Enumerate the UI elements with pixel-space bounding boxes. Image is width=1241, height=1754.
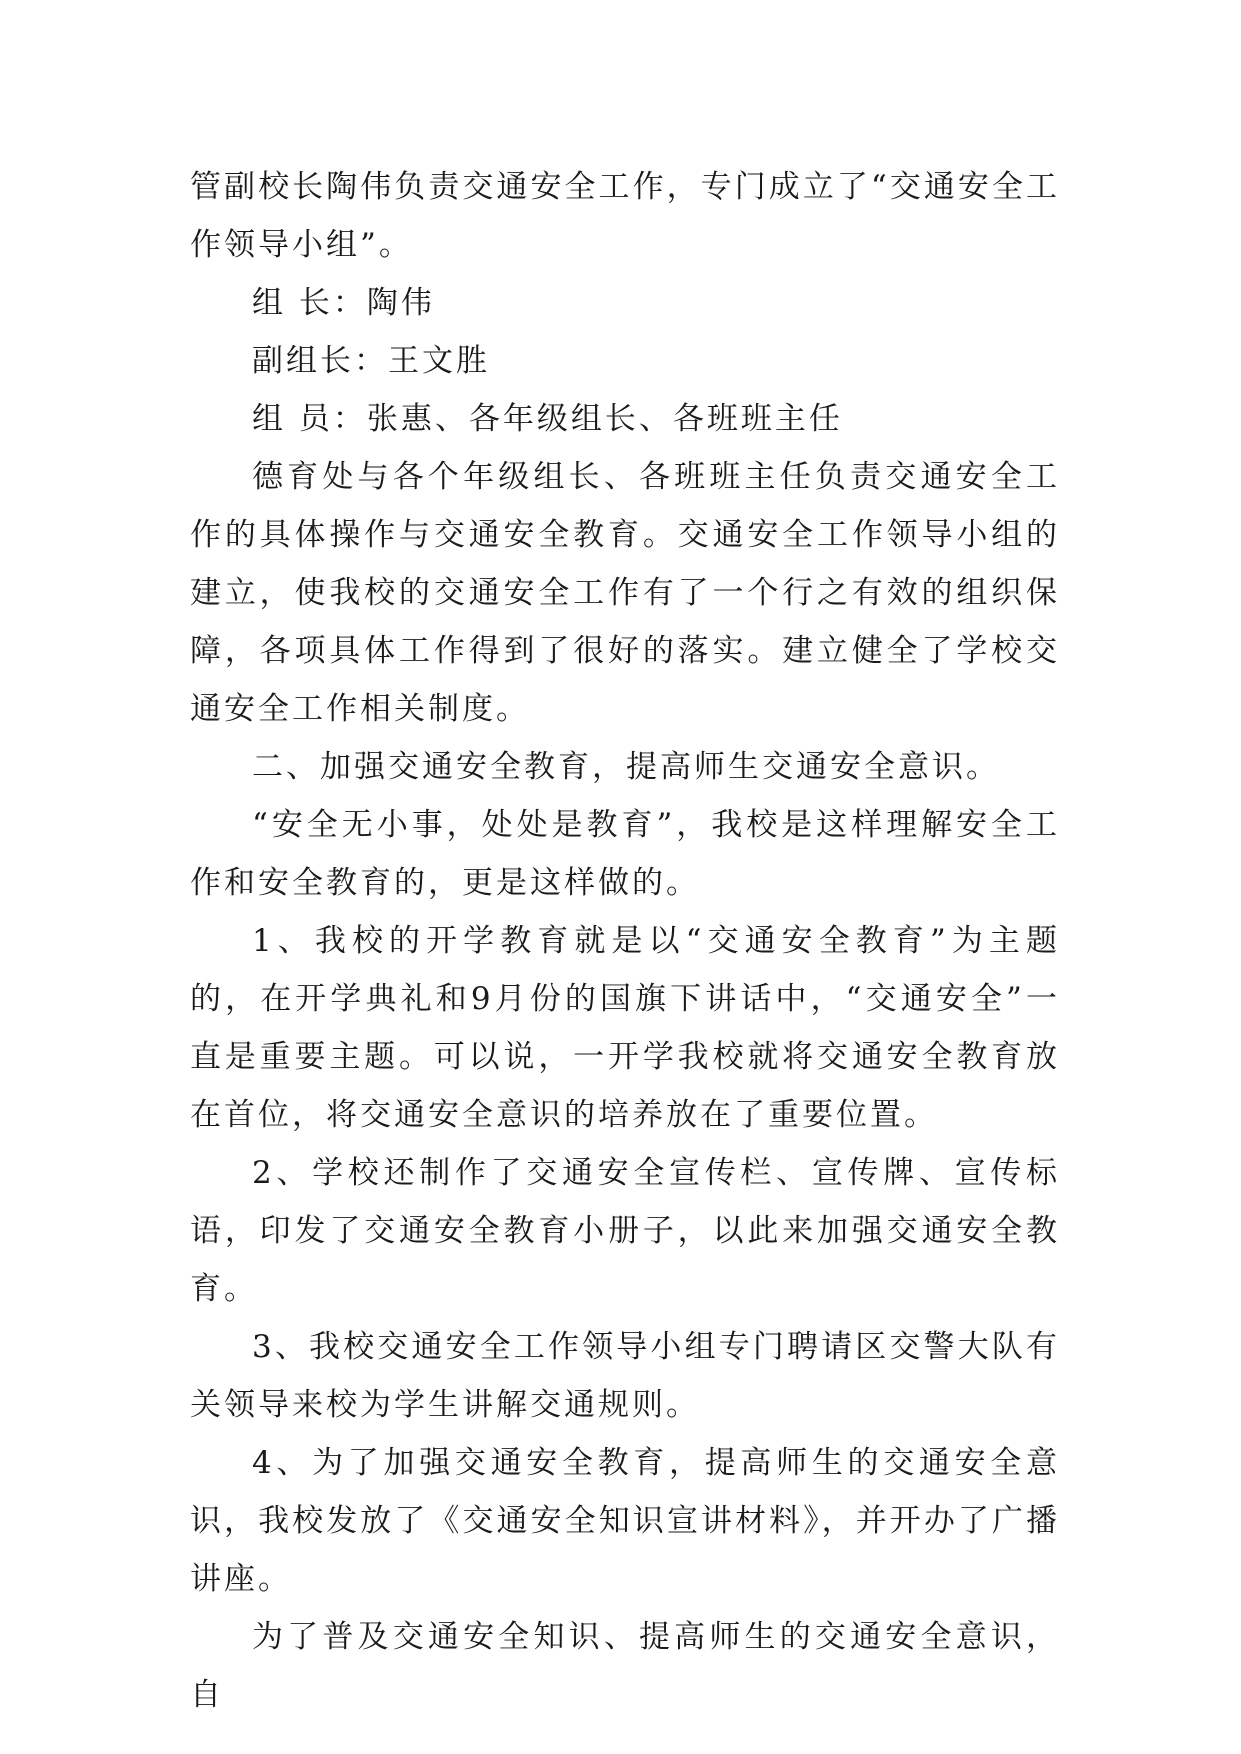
paragraph-10: 3、我校交通安全工作领导小组专门聘请区交警大队有关领导来校为学生讲解交通规则。 [190,1329,1060,1423]
paragraph-6: 二、加强交通安全教育，提高师生交通安全意识。 [252,749,1000,785]
paragraph-8: 1、我校的开学教育就是以“交通安全教育”为主题的，在开学典礼和9月份的国旗下讲话中，“交通安全”一直是重要主题。可以说，一开学我校就将交通安全教育放在首位，将交通安全意识的培养放在了重要位置。 [190,923,1060,1133]
paragraph-2: 组 长：陶伟 [252,285,435,321]
paragraph-7: “安全无小事，处处是教育”，我校是这样理解安全工作和安全教育的，更是这样做的。 [190,807,1060,901]
paragraph-3: 副组长：王文胜 [252,343,490,379]
paragraph-4: 组 员：张惠、各年级组长、各班班主任 [252,401,843,437]
paragraph-1: 管副校长陶伟负责交通安全工作，专门成立了“交通安全工作领导小组”。 [190,169,1060,263]
paragraph-12: 为了普及交通安全知识、提高师生的交通安全意识，自 [190,1619,1060,1713]
paragraph-11: 4、为了加强交通安全教育，提高师生的交通安全意识，我校发放了《交通安全知识宣讲材料》，并开办了广播讲座。 [190,1445,1060,1597]
document-body [190,158,1060,1724]
paragraph-5: 德育处与各个年级组长、各班班主任负责交通安全工作的具体操作与交通安全教育。交通安全工作领导小组的建立，使我校的交通安全工作有了一个行之有效的组织保障，各项具体工作得到了很好的落实。建立健全了学校交通安全工作相关制度。 [190,459,1060,727]
paragraph-9: 2、学校还制作了交通安全宣传栏、宣传牌、宣传标语，印发了交通安全教育小册子，以此来加强交通安全教育。 [190,1155,1060,1307]
